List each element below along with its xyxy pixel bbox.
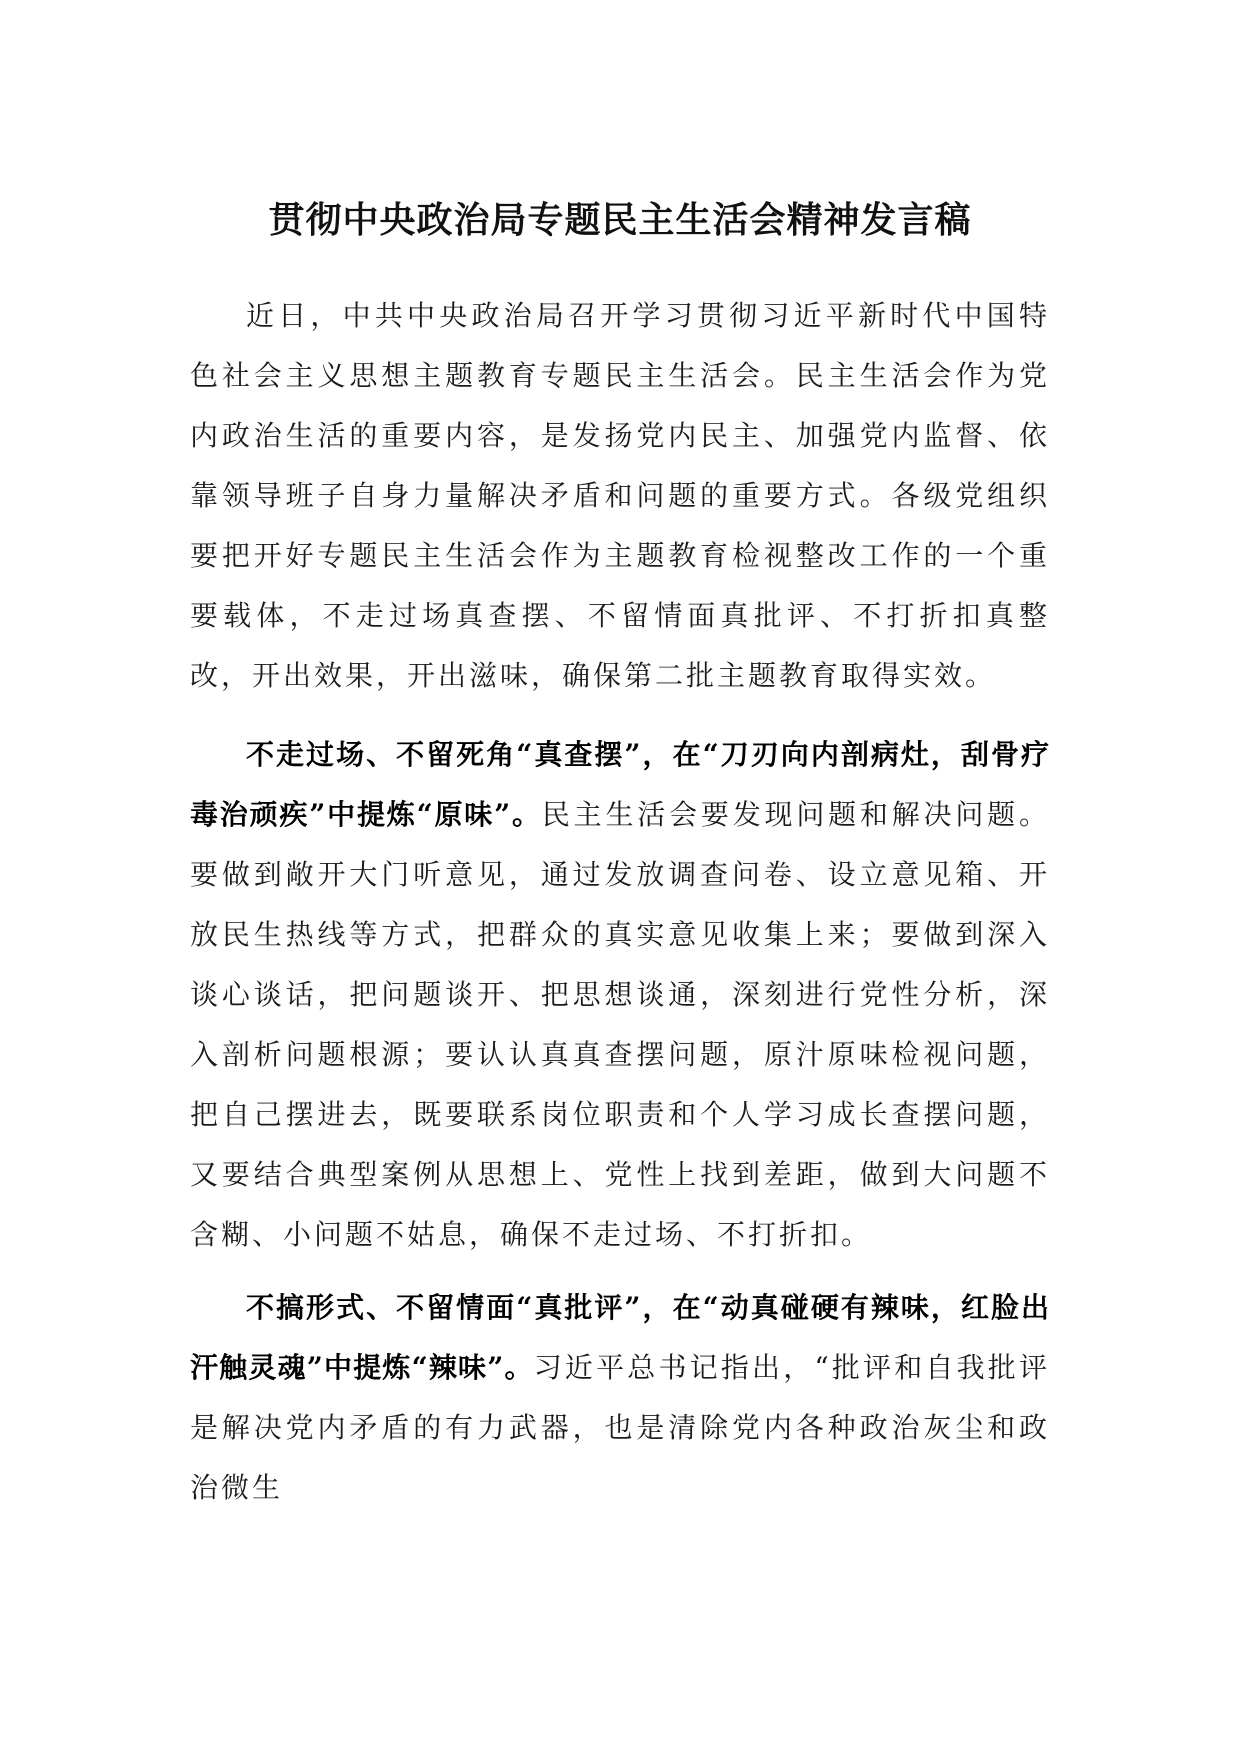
paragraph-lead: 不搞形式、不留情面“真批评”，在“动真碰硬有辣味，红脸出汗触灵魂”中提炼“辣味”。 (190, 1291, 1050, 1384)
paragraph-section-2 (190, 1278, 1050, 1518)
paragraph-text: 民主生活会要发现问题和解决问题。要做到敞开大门听意见，通过发放调查问卷、设立意见箱、开放民生热线等方式，把群众的真实意见收集上来；要做到深入谈心谈话，把问题谈开、把思想谈通，深刻进行党性分析，深入剖析问题根源；要认认真真查摆问题，原汁原味检视问题，把自己摆进去，既要联系岗位职责和个人学习成长查摆问题，又要结合典型案例从思想上、党性上找到差距，做到大问题不含糊、小问题不姑息，确保不走过场、不打折扣。 (190, 798, 1050, 1251)
paragraph-lead: 不走过场、不留死角“真查摆”，在“刀刃向内剖病灶，刮骨疗毒治顽疾”中提炼“原味”。 (190, 738, 1050, 831)
paragraph-text: 习近平总书记指出，“批评和自我批评是解决党内矛盾的有力武器，也是清除党内各种政治灰尘和政治微生 (190, 1351, 1050, 1504)
paragraph-section-1 (190, 725, 1050, 1265)
document-title: 贯彻中央政治局专题民主生活会精神发言稿 (268, 199, 972, 241)
paragraph-text: 近日，中共中央政治局召开学习贯彻习近平新时代中国特色社会主义思想主题教育专题民主生活会。民主生活会作为党内政治生活的重要内容，是发扬党内民主、加强党内监督、依靠领导班子自身力量解决矛盾和问题的重要方式。各级党组织要把开好专题民主生活会作为主题教育检视整改工作的一个重要载体，不走过场真查摆、不留情面真批评、不打折扣真整改，开出效果，开出滋味，确保第二批主题教育取得实效。 (190, 299, 1050, 692)
paragraph-intro (190, 286, 1050, 706)
